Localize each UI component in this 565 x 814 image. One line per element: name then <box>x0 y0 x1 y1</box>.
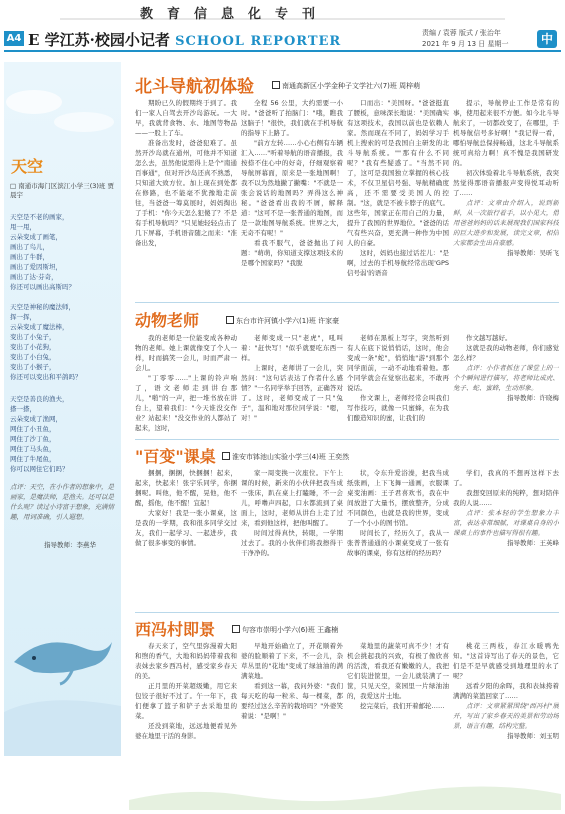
teacher-line: 指导教师：许晓梅 <box>507 394 559 402</box>
article-3-column-2 <box>241 468 343 608</box>
paragraph: 全程 56 公里，大约需要一小时。"爸爸听了拍脑门："哦，瞧我这脑子！"很快，我们就在手机导航的指导下上路了。 <box>241 99 343 137</box>
paragraph: 早地开始确立了，开花顺着外婆的脸顺着了下来，不一会儿，杂草丛里的"花地"变成了绿油油的满满菜地。 <box>241 642 343 680</box>
article-3-column-4 <box>453 468 559 608</box>
article-3-byline <box>222 452 349 462</box>
poem-line: 你还可以画出高斯吗？ <box>10 283 75 291</box>
article-4-byline <box>232 625 338 635</box>
article-1-byline <box>272 81 420 91</box>
poem-line: 画出了达·芬奇， <box>10 273 58 281</box>
article-2-column-3 <box>347 333 449 435</box>
section-name-en: SCHOOL REPORTER <box>175 34 342 49</box>
paragraph: 时间过得真快，转眼，一学期过去了。我的小伙伴们将我擦得干干净净的。 <box>241 529 343 557</box>
comment: 点评：张本轻的学生想象力丰富，表达非常细腻，对课桌自身的小课桌上的事件也描写得很有趣。 <box>453 509 559 537</box>
paragraph: 看我不服气，爸爸抛出了问题："萌萌，你知道支撑这项技术的是哪个国家吗？"我脱 <box>241 239 343 267</box>
paragraph: 上课时，老师讲了一会儿，突然问："这句话表达了作者什么感情？"一名同学举手回答，正确答对了。这时，老师变成了一只"兔子"，温和地对那位同学说："嗯，对！" <box>241 364 343 422</box>
paragraph: 我想变回原来的纯粹，想对陪伴我的人说…… <box>453 489 559 507</box>
paragraph: "丁零零……"上课的铃声响了，语文老师走到讲台那儿，"啪"的一声，把一堆书放在讲台上，望着我们："今天谁没交作业？站起来！"没交作业的人都站了起来，这时， <box>135 374 237 432</box>
divider <box>135 302 559 303</box>
poem-line: 网住了小丑鱼， <box>10 425 56 433</box>
article-2-title: 动物老师 <box>135 311 200 330</box>
poem-title: 天空 <box>11 157 44 176</box>
paragraph: 作文越写越好。 <box>466 334 512 342</box>
editor-line: 责编 / 袁蓉 版式 / 张治年 <box>422 29 501 37</box>
article-3-column-3 <box>347 468 449 608</box>
poem-line: 网住了沙丁鱼， <box>10 435 56 443</box>
poem-line: 搽一搽， <box>10 405 36 413</box>
teacher-line: 指导教师：刘玉明 <box>507 732 559 740</box>
article-4-column-4 <box>453 641 559 759</box>
poem-line: 画出了牛群， <box>10 253 49 261</box>
comment: 点评：小作者抓住了课堂上的一个个瞬间进行描写，将老师比成虎、兔子、蛇、蜜蜂，生动形象。 <box>453 364 559 392</box>
article-4-column-2 <box>241 641 343 759</box>
paragraph: 远看夕阳的余晖，我和表妹挎着满满的菜篮回家了…… <box>453 682 559 700</box>
article-4-column-3 <box>347 641 449 759</box>
newspaper-logo-icon: 中 <box>537 30 557 48</box>
poem-byline: □ 南通市海门区滨江小学三(3)班 贾晨宇 <box>10 182 114 199</box>
article-3-column-1 <box>135 468 237 608</box>
paragraph: 桃花三两枝，春江水暖鸭先知。"这首诗写出了春天的景色，它们是不是早就感受到地理里的水了呢？ <box>453 642 559 680</box>
poem-stanza-2 <box>10 302 118 382</box>
article-2-byline <box>226 316 339 326</box>
paragraph: 提示，导航停止工作是常有的事，使用起来很不方便。如今北斗导航来了，一切都改变了，在哪里，手机导航信号多好啊！"我记得一看，哪怕导航总保持畅通，这北斗导航系统可真给力啊！真不愧是我国研发的。 <box>453 99 559 167</box>
poem-line: 云朵变成了画笔， <box>10 233 62 241</box>
poem-line: 网住了牛尾鱼， <box>10 455 56 463</box>
byline-text: 南通高新区小学金种子文学社六(7)班 周梓萌 <box>282 82 421 90</box>
date-line: 2021 年 9 月 13 日 星期一 <box>422 40 509 48</box>
poem-line: 你还可以变出和平鸽吗？ <box>10 373 82 381</box>
article-1-column-4 <box>453 98 559 298</box>
header-rule <box>4 50 561 52</box>
paragraph: 初次体验着北斗导航系统，我突然觉得那语音播报声变得悦耳动听了…… <box>453 169 559 197</box>
paragraph: 状，令东升爱浴澡，把我当成纸张画，上下飞舞一通画，衣服课桌变油画：王子君喜欢书，我在中间放进了大量书，摆放整齐，分成不同颜色，也就是我的世界，变成了一个小小的图书馆。 <box>347 469 449 527</box>
paragraph: 菜地里的蔬菜可真不少！才有机会挑起我的兴致，有极了像欣喜的活泼，看我还有嫩嫩的人，我把它们装进筐里，一会儿就装满了一筐，只见天空，菜园里一片绿油油的，我爱这片土地。 <box>347 642 449 700</box>
byline-box-icon <box>226 316 234 324</box>
poem-line: 天空是善良的渔夫， <box>10 395 69 403</box>
divider <box>135 612 559 613</box>
paragraph: 作文课上，老师经常会叫我们写作技巧，就像一只蜜蜂，在为我们酿造知识的蜜，让我们的 <box>347 394 449 422</box>
poem-line: 云朵变成了魔法棒， <box>10 323 69 331</box>
article-1-column-1 <box>135 98 237 298</box>
page-header-title: 教育信息化专刊 <box>140 7 330 22</box>
byline-box-icon <box>272 81 280 89</box>
sidebar-poem-panel <box>4 62 121 756</box>
paragraph: 期盼已久的假期终于到了。我们一家人自驾去开沙岛游玩。一大早，我就背食物、水、地图等物品——一股上了车。 <box>135 99 237 137</box>
article-1-column-3 <box>347 98 449 298</box>
paragraph: 看到这一幕，我问外婆："我们每天吃的每一粒米、每一棵菜，都要经过这么辛苦的栽培吗？"外婆笑着说："是啊！" <box>241 682 343 720</box>
paragraph: 正月里的开菜超级嫩，用它来包饺子很好不过了。午一年下，我们便拿了篮子和铲子去采地里的菜。 <box>135 682 237 720</box>
paragraph: 时间长了，经历久了，我从一张普普通通的小课桌变成了一张有故事的课桌，你有这样的经历吗？ <box>347 529 449 557</box>
bottom-landscape-illustration-icon <box>129 760 561 810</box>
poem-teacher: 指导教师：李燕华 <box>44 541 96 549</box>
poem-line: 画出了爱因斯坦， <box>10 263 62 271</box>
paragraph: 春天来了，空气里弥漫着大阳和煦的香气，大地和妈妈带着我和表妹去家乡西冯村，感受家乡春天的美。 <box>135 642 237 680</box>
article-2-column-1 <box>135 333 237 435</box>
poem-line: 变出了小花狗， <box>10 343 56 351</box>
section-title <box>28 29 341 50</box>
comment: 点评：文章由介绍入，说到新鲜，从一次旅行着手，以小见大，借用爸爸妈妈的话来展现我们国家科技的巨大进步和发展，读完文章，相信大家都会生出自豪感。 <box>453 199 559 247</box>
article-1-column-2 <box>241 98 343 298</box>
section-name: E 学江苏·校园小记者 <box>28 31 170 49</box>
paragraph: "前方左转……小心右侧有车辆汇入……"听着导航的语音播报，我按捺不住心中的好奇，仔细观察着导航屏幕面，原来是一张地图啊！我不以为然地撇了撇嘴："不就是一张会说话的地图吗？弄得这么神秘。"爸爸看出我的不屑，解释道："这可不是一张普通的地图，而是一款地图导航系统。世界之大，无奇不有呢！" <box>241 139 343 237</box>
divider <box>135 439 559 440</box>
poem-line: 挥一挥， <box>10 313 36 321</box>
byline-box-icon <box>222 452 230 460</box>
page-number: A4 <box>4 31 24 46</box>
byline-text: 句容市崇明小学六(6)班 王鑫楠 <box>242 626 339 634</box>
paragraph: 老师在黑板上写字，突然听到有人在底下说悄悄话，这时，他会变成一条"蛇"，悄悄地"游"到那个同学面前，一动不动地看着他。那个同学就会在觉察出起来，不敢再说话。 <box>347 334 449 392</box>
paragraph: 挖完菜后，我们开着邮轮…… <box>360 702 445 710</box>
poem-line: 变出了小兔子， <box>10 333 56 341</box>
paragraph: 还没到菜地，远远地便看见外婆在地里干活的身影。 <box>135 722 237 740</box>
poem-line: 画出了鸟儿， <box>10 243 49 251</box>
issue-meta <box>422 28 534 50</box>
article-2-column-2 <box>241 333 343 435</box>
poem-line: 你可以网住它们吗？ <box>10 465 69 473</box>
article-2-column-4 <box>453 333 559 435</box>
poem-line: 天空是神秘的魔法师， <box>10 303 75 311</box>
article-1-title: 北斗导航初体验 <box>135 77 254 97</box>
paragraph: 捆捆，捆捆，快捆捆！起来，起来，快起来！张宇乐同学，你捆捆呢。叫他，他不醒，晃他，他不醒，摇他，他不醒！宜起！ <box>135 469 237 507</box>
byline-box-icon <box>232 625 240 633</box>
comment: 点评：文章紧紧围绕"西冯村"展开，写出了家乡春天的美景和劳动场景，语言有趣，结构完整。 <box>453 702 559 730</box>
poem-line: 云朵变成了渔网， <box>10 415 62 423</box>
whale-illustration-icon <box>4 622 121 756</box>
paragraph: 家一周变换一次座位。下午上课的时候，新来的小伙伴把我当成一张床，趴在桌上打瞌睡，不一会儿，呼噜声四起，口水都流到了桌面上，这时，老师从讲台上走了过来，看到他这样，把他叫醒了。 <box>241 469 343 527</box>
byline-text: 淮安市钵池山实验小学三(4)班 王奕然 <box>232 453 350 461</box>
poem-stanza-1 <box>10 212 118 292</box>
poem-comment: 点评：天空，在小作者的想象中，是画家，是魔法师，是渔夫。还可以是什么呢？读过小诗富于想象，充满情趣，用词准确，引人遐想。 <box>10 483 114 521</box>
paragraph: 这就是我的动物老师，你们感觉怎么样？ <box>453 344 559 362</box>
poem-line: 天空是不老的画家， <box>10 213 69 221</box>
teacher-line: 指导教师：吴昕飞 <box>507 249 559 257</box>
paragraph: 我的老师是一位能变成各种动物的老师。她上课就像变了个人一样，时而搞笑一会儿，时而严肃一会儿。 <box>135 334 237 372</box>
paragraph: 这时，妈妈也接过话茬儿："是啊，过去的手机导航经常出现'GPS 信号弱'的语音 <box>347 249 449 277</box>
paragraph: 口而出："美国呀。"爸爸挺直了腰板，意味深长地说："美国确实有这项技术，我国以前也是依赖人家。然而现在不同了，妈妈学习手机上搜索的可是我国自主研发的北斗导航系统。""那有什么不同呢？"我有些疑惑了。"当然不同了，这可是我国独立掌握的核心技术，不仅卫星信号强、导航精确度高，还不需要受美国人的控制。"这，就是不被卡脖子的底气。这些年，国家正在用自己的力量，提升了我国的世界地位。"爸爸的话气有些兴奋，更充满一种作为中国人的自豪。 <box>347 99 449 247</box>
paragraph: 准备出发时，爸爸犯难了。虽然开沙岛就在通州，可他并不知道怎么去，虽然他说需得上是个"南通百事通"，但对开沙岛还真不熟悉，只知道大致方位。加上现在到处都在修路，也不能毫不犹豫地走前往，当爸爸一筹莫展时，妈妈掏出了手机："你今天怎么犯傻了？不是有手机导航吗？"只见她轻轻点击了几下屏幕，手机语音随之而来："准备出发， <box>135 139 237 247</box>
poem-line: 变出了小白兔， <box>10 353 56 361</box>
paragraph: 大家好！我是一张小课桌，这是我的一学期，我和很多同学交过友，我们一起学习、一起进步，我做了很多事变的事情。 <box>135 509 237 547</box>
paragraph: 学们，我真的不想再这样下去了。 <box>453 469 559 487</box>
poem-stanza-3 <box>10 394 118 474</box>
poem-line: 变出了小猴子， <box>10 363 56 371</box>
poem-line: 网住了马头鱼， <box>10 445 56 453</box>
byline-text: 东台市许河镇小学六(1)班 许家豪 <box>236 317 340 325</box>
article-4-title: 西冯村即景 <box>135 620 216 639</box>
paragraph: 老师变成一只"老虎"，吼叫着："赶快写！"似乎就要吃东西一样。 <box>241 334 343 362</box>
poem-line: 甩一甩， <box>10 223 36 231</box>
article-3-title: "百变"课桌 <box>135 447 216 466</box>
teacher-line: 指导教师：王英峰 <box>507 539 559 547</box>
article-4-column-1 <box>135 641 237 759</box>
